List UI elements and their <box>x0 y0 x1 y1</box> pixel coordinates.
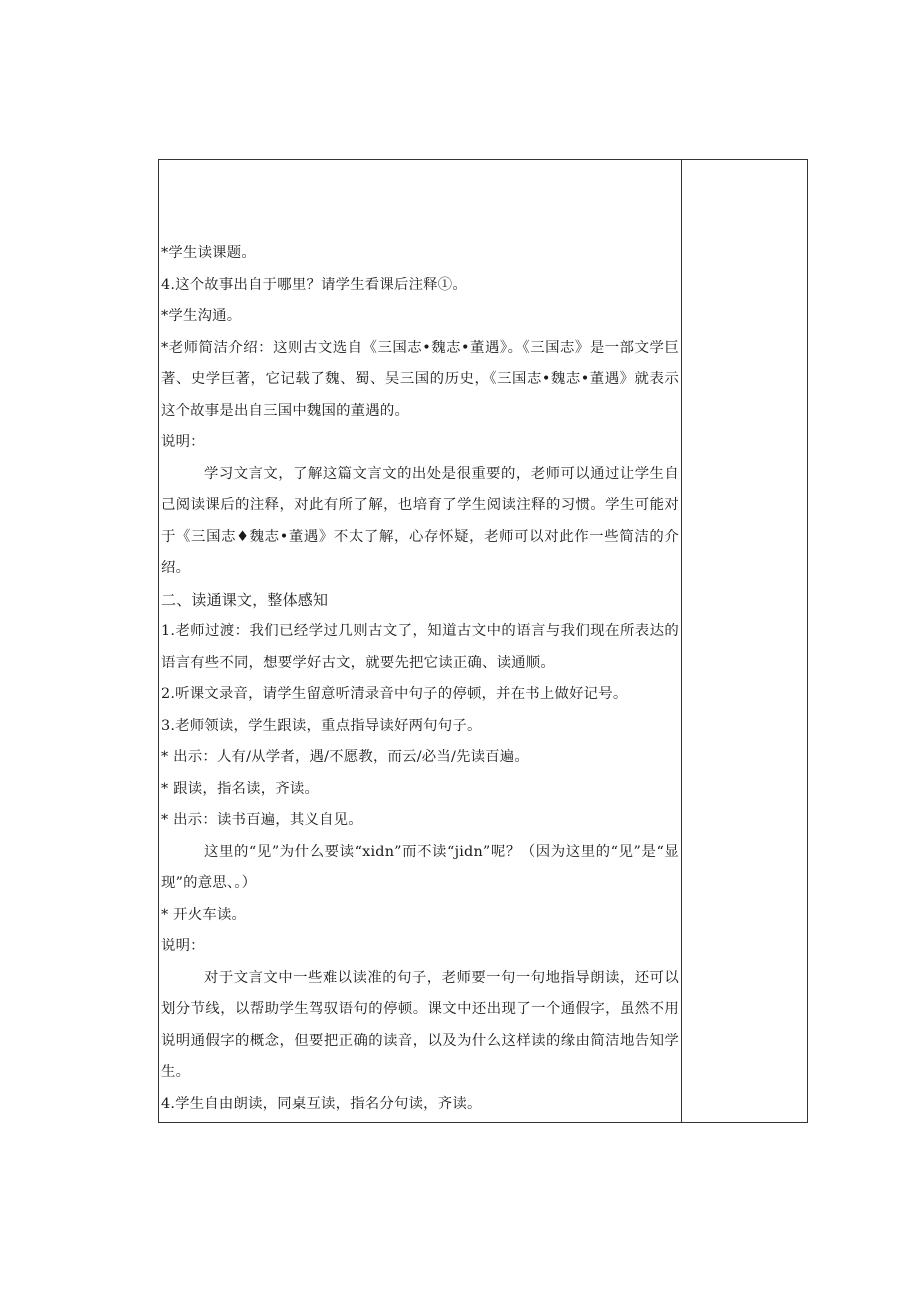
text-line: * 出示：读书百遍，其义自见。 <box>161 812 363 828</box>
section-heading: 二、读通课文，整体感知 <box>161 590 329 609</box>
text-paragraph: 对于文言文中一些难以读准的句子，老师要一句一句地指导朗读，还可以划分节线，以帮助学生驾驭语句的停顿。课文中还出现了一个通假字，虽然不用说明通假字的概念，但要把正确的读音，以及为什么这样读的缘由简洁地告知学生。 <box>161 969 679 1080</box>
text-line: * 开火车读。 <box>161 906 247 923</box>
lesson-plan-table <box>158 159 808 1123</box>
text-paragraph: *老师简洁介绍：这则古文选自《三国志•魏志•董遇》。《三国志》是一部文学巨著、史学巨著，它记载了魏、蜀、吴三国的历史，《三国志•魏志•董遇》就表示这个故事是出自三国中魏国的董遇的。 <box>161 339 679 419</box>
text-paragraph: 学习文言文，了解这篇文言文的出处是很重要的，老师可以通过让学生自己阅读课后的注释，对此有所了解，也培育了学生阅读注释的习惯。学生可能对于《三国志♦魏志•董遇》不太了解，心存怀疑，老师可以对此作一些简洁的介绍。 <box>161 465 679 576</box>
text-line: * 出示：人有/从学者，遇/不愿教，而云/必当/先读百遍。 <box>161 749 529 765</box>
content-cell <box>159 160 682 1122</box>
text-line: *学生沟通。 <box>161 308 242 324</box>
text-line: 3.老师领读，学生跟读，重点指导读好两句句子。 <box>161 717 482 734</box>
note-label: 说明： <box>161 938 205 954</box>
text-paragraph: 1.老师过渡：我们已经学过几则古文了，知道古文中的语言与我们现在所表达的语言有些不同，想要学好古文，就要先把它读正确、读通顺。 <box>161 623 679 671</box>
notes-cell <box>682 160 807 1122</box>
text-paragraph: 这里的“见”为什么要读“xidn”而不读“jidn”呢？（因为这里的“见”是“显现”的意思、。） <box>161 843 679 891</box>
text-line: 4.学生自由朗读，同桌互读，指名分句读，齐读。 <box>161 1095 482 1112</box>
text-line: *学生读课题。 <box>161 245 256 261</box>
text-line: 2.听课文录音，请学生留意听清录音中句子的停顿，并在书上做好记号。 <box>161 686 628 702</box>
note-label: 说明： <box>161 434 205 450</box>
text-line: * 跟读，指名读，齐读。 <box>161 780 320 797</box>
text-line: 4.这个故事出自于哪里？请学生看课后注释①。 <box>161 276 467 293</box>
